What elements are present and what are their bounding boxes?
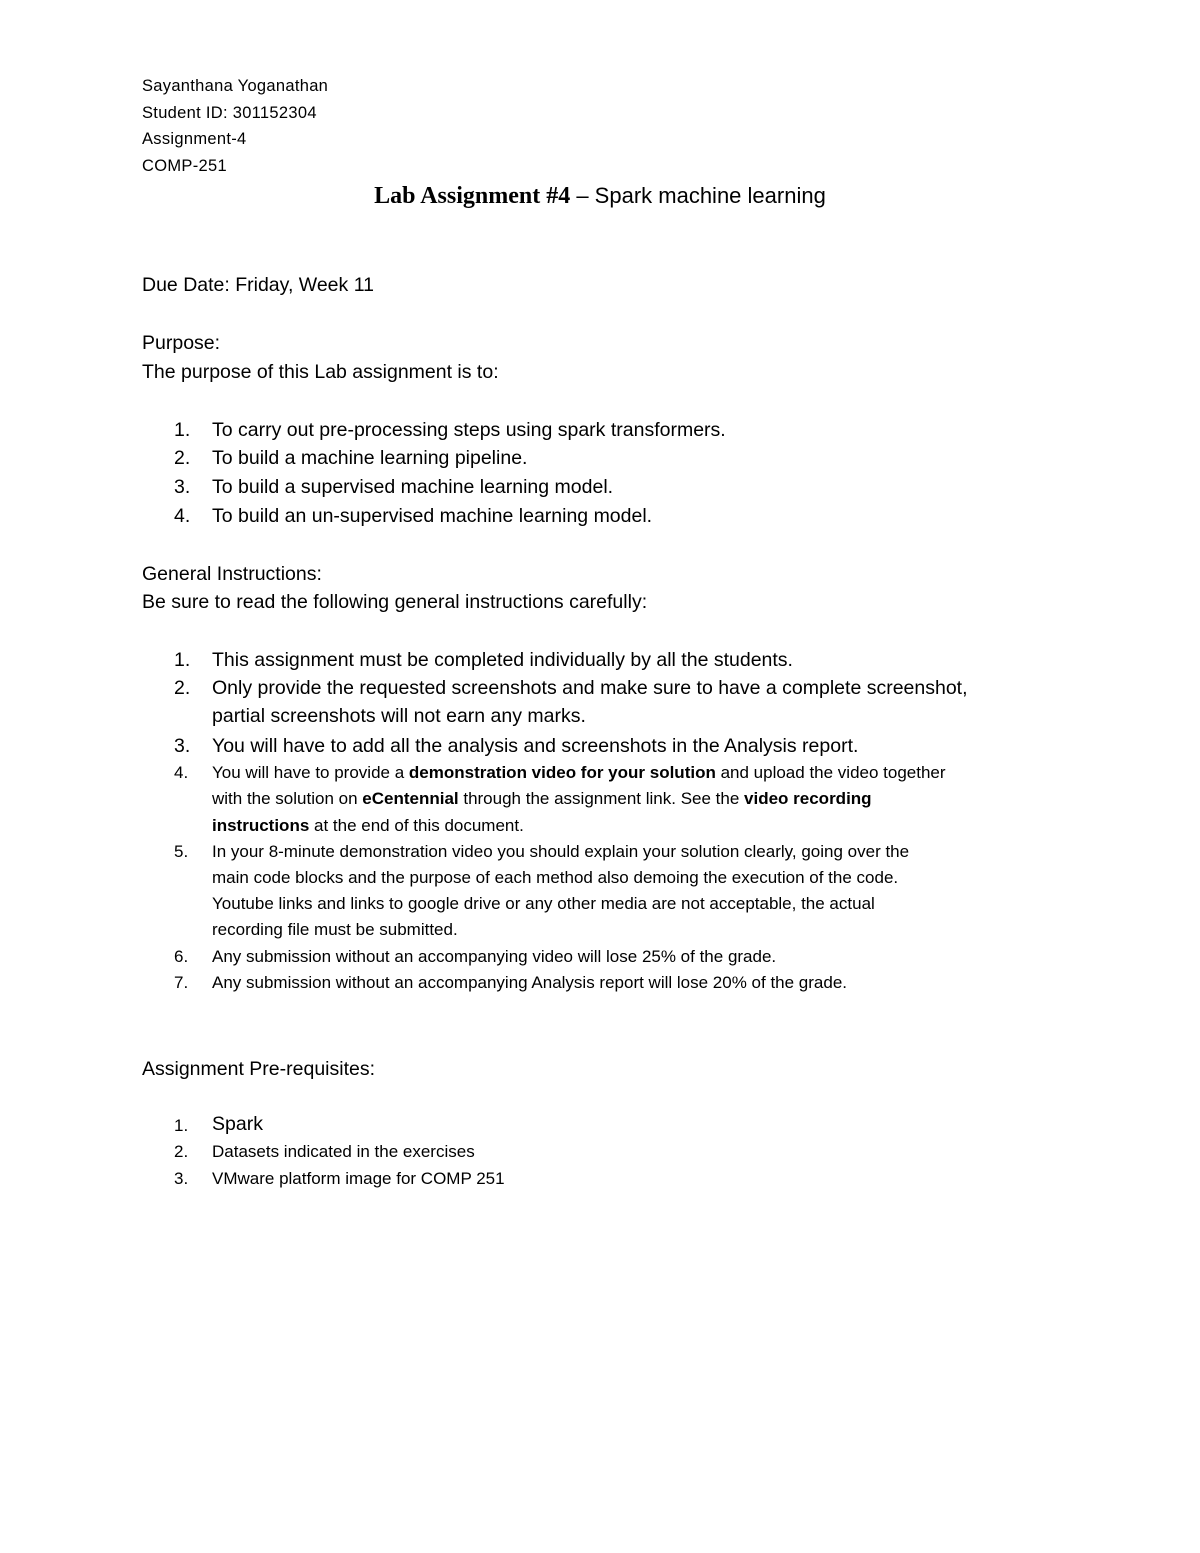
purpose-heading: Purpose:	[142, 332, 221, 354]
course-code: COMP-251	[142, 157, 227, 175]
purpose-item-num: 4.	[174, 505, 191, 527]
general-item-line: partial screenshots will not earn any marks.	[212, 705, 586, 727]
general-item-num: 4.	[174, 763, 189, 782]
document-title	[0, 181, 1200, 210]
text-span: You will have to provide a	[212, 763, 409, 782]
general-item: You will have to add all the analysis and screenshots in the Analysis report.	[212, 735, 859, 757]
general-intro: Be sure to read the following general instructions carefully:	[142, 591, 648, 613]
general-item-num: 2.	[174, 677, 191, 699]
general-heading: General Instructions:	[142, 563, 322, 585]
general-item: This assignment must be completed individually by all the students.	[212, 649, 793, 671]
text-span: through the assignment link. See the	[458, 789, 745, 808]
student-id: Student ID: 301152304	[142, 104, 317, 122]
bold-span: demonstration video for your solution	[408, 763, 716, 782]
text-span: and upload the video together	[715, 763, 946, 782]
prereq-item-num: 2.	[174, 1142, 189, 1161]
purpose-item: To build a supervised machine learning model.	[212, 476, 614, 498]
title-rest: – Spark machine learning	[570, 183, 826, 208]
prereq-item-num: 1.	[174, 1116, 189, 1135]
text-span: with the solution on	[212, 789, 363, 808]
general-item-line: Youtube links and links to google drive or any other media are not acceptable, the actual	[212, 894, 875, 913]
general-item-line: Only provide the requested screenshots and make sure to have a complete screenshot,	[212, 677, 968, 699]
bold-span: eCentennial	[362, 789, 459, 808]
general-item-num: 3.	[174, 735, 191, 757]
general-item-line: In your 8-minute demonstration video you should explain your solution clearly, going over the	[212, 842, 910, 861]
general-item-num: 1.	[174, 649, 191, 671]
purpose-item: To build a machine learning pipeline.	[212, 447, 528, 469]
general-item-line	[212, 762, 946, 784]
title-bold: Lab Assignment #4	[374, 183, 571, 209]
purpose-intro: The purpose of this Lab assignment is to:	[142, 361, 499, 383]
assignment-label: Assignment-4	[142, 130, 247, 148]
purpose-item-num: 2.	[174, 447, 191, 469]
general-item: Any submission without an accompanying Analysis report will lose 20% of the grade.	[212, 973, 848, 992]
text-span: at the end of this document.	[309, 816, 524, 835]
general-item-num: 7.	[174, 973, 189, 992]
general-item-line	[212, 788, 872, 810]
prereq-heading: Assignment Pre-requisites:	[142, 1058, 376, 1080]
general-item-line	[212, 815, 524, 837]
prereq-item: Datasets indicated in the exercises	[212, 1142, 475, 1161]
purpose-item: To carry out pre-processing steps using spark transformers.	[212, 419, 726, 441]
bold-span: instructions	[212, 816, 310, 835]
general-item-line: recording file must be submitted.	[212, 920, 458, 939]
general-item: Any submission without an accompanying video will lose 25% of the grade.	[212, 947, 777, 966]
author-name: Sayanthana Yoganathan	[142, 77, 329, 95]
purpose-item-num: 3.	[174, 476, 191, 498]
bold-span: video recording	[744, 789, 872, 808]
general-item-num: 5.	[174, 842, 189, 861]
purpose-item-num: 1.	[174, 419, 191, 441]
purpose-item: To build an un-supervised machine learning model.	[212, 505, 653, 527]
general-item-num: 6.	[174, 947, 189, 966]
prereq-item-num: 3.	[174, 1169, 189, 1188]
prereq-item: Spark	[212, 1113, 263, 1135]
due-date: Due Date: Friday, Week 11	[142, 274, 374, 296]
general-item-line: main code blocks and the purpose of each method also demoing the execution of the code.	[212, 868, 899, 887]
prereq-item: VMware platform image for COMP 251	[212, 1169, 505, 1188]
